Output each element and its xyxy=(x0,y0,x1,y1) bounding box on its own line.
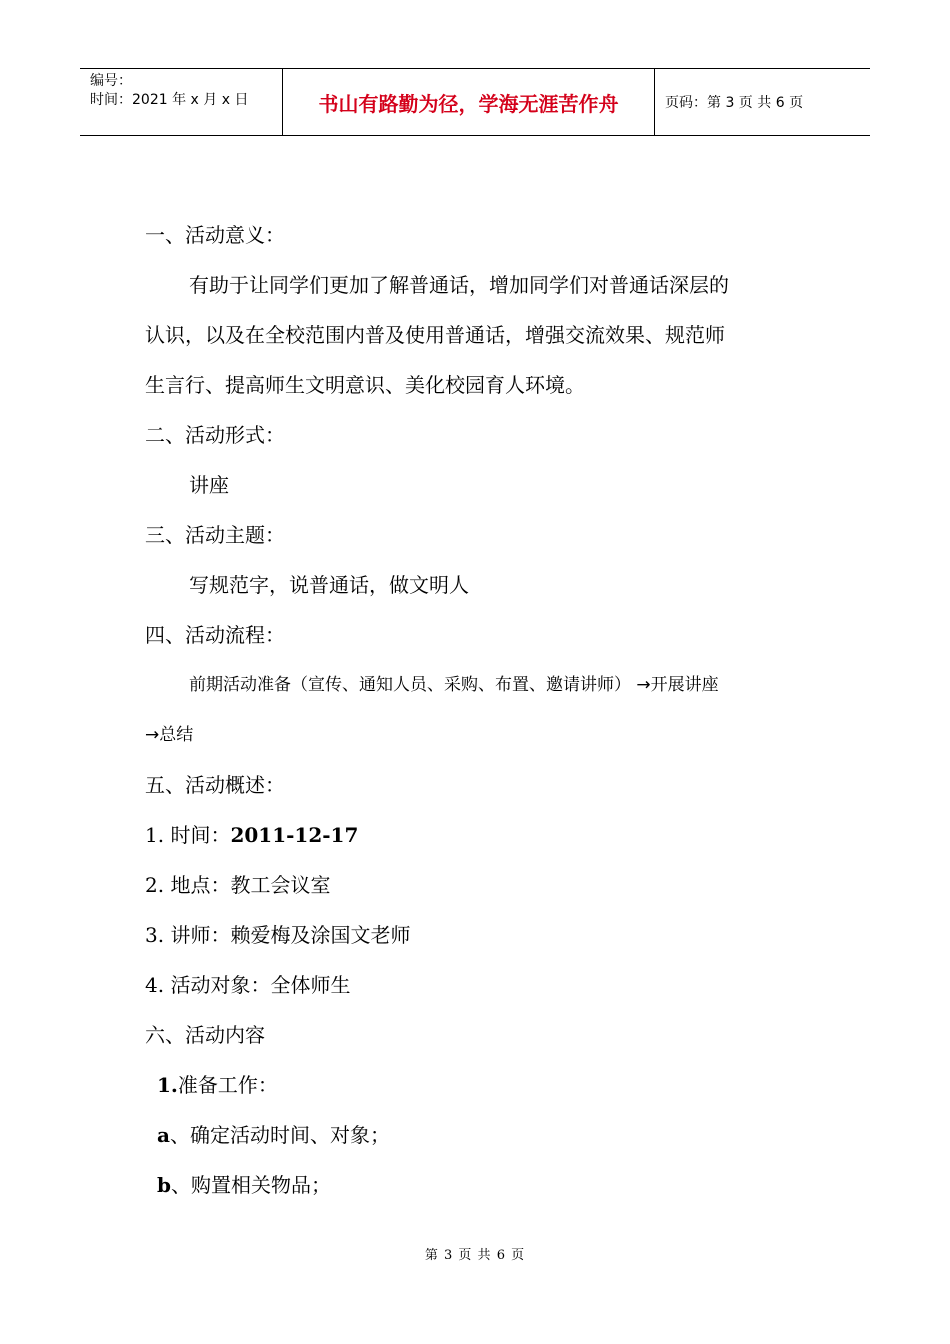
arrow-right-icon: → xyxy=(145,725,160,745)
overview-time-value: 2011-12-17 xyxy=(230,823,359,847)
content-item xyxy=(145,1160,825,1210)
content-item xyxy=(145,1110,825,1160)
page-footer: 第 3 页 共 6 页 xyxy=(424,1248,526,1263)
section-title: 一、活动意义： xyxy=(145,223,285,247)
overview-item: 2. 地点：教工会议室 xyxy=(145,873,331,897)
section-body: 写规范字，说普通话，做文明人 xyxy=(189,573,469,597)
overview-item: 3. 讲师：赖爱梅及涂国文老师 xyxy=(145,923,411,947)
subtitle-text: 准备工作： xyxy=(177,1073,278,1097)
section-title: 二、活动形式： xyxy=(145,423,285,447)
content-subtitle xyxy=(145,1060,825,1110)
paragraph-line: 生言行、提高师生文明意识、美化校园育人环境。 xyxy=(145,373,585,397)
paragraph-line: 认识，以及在全校范围内普及使用普通话，增强交流效果、规范师 xyxy=(145,323,725,347)
time-label: 时间：2021 年 x 月 x 日 xyxy=(90,92,249,108)
number-label: 编号： xyxy=(90,73,132,89)
document-body xyxy=(145,210,825,1210)
section-title: 四、活动流程： xyxy=(145,623,285,647)
header-motto: 书山有路勤为径，学海无涯苦作舟 xyxy=(282,69,655,135)
section-title: 六、活动内容 xyxy=(145,1023,265,1047)
section-body: 讲座 xyxy=(189,473,229,497)
item-text: 、确定活动时间、对象； xyxy=(169,1123,390,1147)
flow-line xyxy=(145,710,825,760)
overview-time-label: 1. 时间： xyxy=(145,823,231,847)
overview-item xyxy=(145,810,825,860)
flow-step-summary: 总结 xyxy=(159,725,194,745)
item-letter: b xyxy=(157,1173,171,1197)
item-text: 、购置相关物品； xyxy=(170,1173,331,1197)
subtitle-number: 1. xyxy=(157,1073,178,1097)
overview-item: 4. 活动对象：全体师生 xyxy=(145,973,351,997)
section-title: 三、活动主题： xyxy=(145,523,285,547)
flow-line xyxy=(145,660,825,710)
flow-step-lecture: 开展讲座 xyxy=(650,675,719,695)
item-letter: a xyxy=(157,1123,170,1147)
paragraph-line: 有助于让同学们更加了解普通话，增加同学们对普通话深层的 xyxy=(189,273,729,297)
header-page-info: 页码：第 3 页 共 6 页 xyxy=(665,95,804,111)
arrow-right-icon: → xyxy=(636,675,651,695)
section-title: 五、活动概述： xyxy=(145,773,285,797)
flow-step-prep: 前期活动准备（宣传、通知人员、采购、布置、邀请讲师） xyxy=(189,675,631,695)
header-meta xyxy=(80,69,282,135)
page-header xyxy=(80,68,870,136)
